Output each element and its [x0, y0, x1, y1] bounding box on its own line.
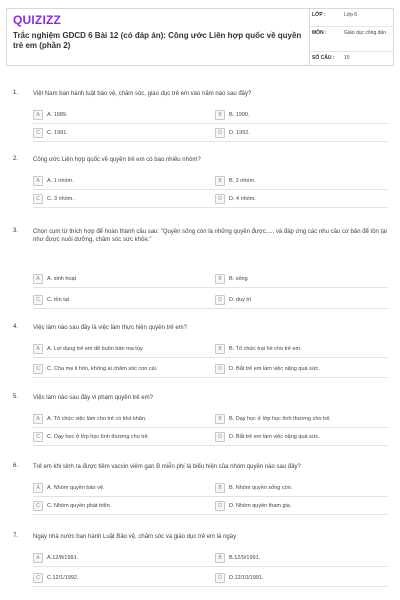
question-text: Việt Nam ban hành luật bảo vệ, chăm sóc, giáo dục trẻ em vào năm nào sau đây? — [33, 91, 252, 97]
option-text: C. tồn tại — [47, 297, 70, 303]
option-d[interactable] — [215, 128, 250, 138]
option-letter: B — [215, 553, 225, 563]
option-letter: C — [33, 128, 43, 138]
option-divider — [33, 207, 388, 208]
option-c[interactable] — [33, 432, 149, 442]
option-letter: D — [215, 194, 225, 204]
option-letter: D — [215, 295, 225, 305]
option-b[interactable] — [215, 344, 302, 354]
question-number: 1. — [13, 90, 19, 96]
option-text: D.12/10/1991. — [229, 575, 264, 581]
meta-value: 10 — [344, 55, 350, 61]
header-title-area — [7, 9, 309, 65]
option-text: A. Tổ chức việc làm cho trẻ có khó khăn. — [47, 416, 147, 422]
meta-row-class — [310, 9, 393, 27]
option-text: D. duy trì — [229, 297, 252, 303]
meta-row-subject — [310, 27, 393, 52]
option-c[interactable] — [33, 128, 68, 138]
question-text: Việc làm nào sau đây vi phạm quyền trẻ em? — [33, 395, 153, 401]
meta-label: LỚP : — [312, 12, 326, 18]
question-number: 3. — [13, 228, 19, 234]
option-letter: D — [215, 128, 225, 138]
option-a[interactable] — [33, 483, 104, 493]
option-divider — [33, 445, 388, 446]
option-letter: B — [215, 344, 225, 354]
option-a[interactable] — [33, 414, 147, 424]
option-a[interactable] — [33, 344, 144, 354]
option-text: A. sinh hoạt — [47, 276, 77, 282]
option-letter: C — [33, 501, 43, 511]
option-divider — [33, 308, 388, 309]
option-d[interactable] — [215, 364, 320, 374]
option-text: B.12/9/1991. — [229, 555, 261, 561]
option-a[interactable] — [33, 274, 76, 284]
option-divider — [33, 141, 388, 142]
meta-value: Lớp 6 — [344, 12, 358, 18]
option-text: C. Cha mẹ li hôn, không ai chăm sóc con cái. — [47, 366, 158, 372]
option-letter: C — [33, 573, 43, 583]
option-divider — [33, 586, 388, 587]
option-letter: C — [33, 432, 43, 442]
meta-label: SỐ CÂU : — [312, 55, 335, 61]
option-d[interactable] — [215, 432, 320, 442]
option-b[interactable] — [215, 483, 292, 493]
option-text: A. Nhóm quyền bảo vệ. — [47, 485, 105, 491]
option-divider — [33, 377, 388, 378]
question-number: 6. — [13, 463, 19, 469]
option-divider — [33, 566, 388, 567]
question-text: Chọn cụm từ thích hợp để hoàn thành câu sau: "Quyền sống còn là những quyền được..... và đáp ứng các nhu cầu cơ bản để tồn tại như được nuôi dưỡng, chăm sóc sức khỏe." — [33, 229, 387, 243]
option-text: B. 1990. — [229, 112, 250, 118]
option-divider — [33, 287, 388, 288]
option-b[interactable] — [215, 553, 260, 563]
option-letter: B — [215, 176, 225, 186]
option-text: B. Nhóm quyền sống còn. — [229, 485, 293, 491]
option-divider — [33, 427, 388, 428]
option-d[interactable] — [215, 295, 251, 305]
option-letter: B — [215, 414, 225, 424]
question-text: Trẻ em khi sinh ra được tiêm vacxin viêm gan B miễn phí là biểu hiện của nhóm quyền nào sau đây? — [33, 464, 301, 470]
worksheet-header — [6, 8, 394, 66]
option-text: B. 2 nhóm. — [229, 178, 256, 184]
question-number: 7. — [13, 533, 19, 539]
question-text: Việc làm nào sau đây là việc làm thực hiện quyền trẻ em? — [33, 325, 187, 331]
option-text: D. Nhóm quyền tham gia. — [229, 503, 292, 509]
option-a[interactable] — [33, 176, 74, 186]
option-text: C. Dạy học ở lớp học tình thương cho trẻ. — [47, 434, 150, 440]
option-letter: A — [33, 344, 43, 354]
header-meta — [309, 9, 393, 65]
option-text: A.12/8/1991. — [47, 555, 79, 561]
option-divider — [33, 123, 388, 124]
option-letter: B — [215, 110, 225, 120]
option-text: C. 3 nhóm. — [47, 196, 74, 202]
option-divider — [33, 514, 388, 515]
option-text: A. Lợi dụng trẻ em để buôn bán ma túy. — [47, 346, 144, 352]
option-letter: D — [215, 364, 225, 374]
option-letter: B — [215, 274, 225, 284]
option-letter: A — [33, 414, 43, 424]
option-letter: A — [33, 176, 43, 186]
option-letter: A — [33, 274, 43, 284]
option-c[interactable] — [33, 501, 111, 511]
option-text: C.12/1/1992. — [47, 575, 79, 581]
option-letter: A — [33, 553, 43, 563]
option-letter: D — [215, 432, 225, 442]
option-d[interactable] — [215, 573, 264, 583]
question-number: 2. — [13, 156, 19, 162]
option-b[interactable] — [215, 274, 248, 284]
question-text: Ngày nhà nước ban hành Luật Bảo vệ, chăm sóc và giáo dục trẻ em là ngày — [33, 534, 237, 540]
option-letter: C — [33, 194, 43, 204]
option-c[interactable] — [33, 573, 79, 583]
option-d[interactable] — [215, 501, 291, 511]
option-b[interactable] — [215, 110, 250, 120]
option-text: C. 1991. — [47, 130, 68, 136]
option-a[interactable] — [33, 110, 68, 120]
option-text: C. Nhóm quyền phát triển. — [47, 503, 112, 509]
option-text: B. Tổ chức trại hè cho trẻ em. — [229, 346, 302, 352]
meta-row-count — [310, 52, 393, 69]
quizizz-logo: QUIZIZZ — [13, 13, 62, 27]
option-text: D. Bắt trẻ em làm việc nặng quá sức. — [229, 434, 320, 440]
option-c[interactable] — [33, 194, 74, 204]
question-text: Công ước Liên hợp quốc về quyền trẻ em có bao nhiêu nhóm? — [33, 157, 201, 163]
option-letter: C — [33, 364, 43, 374]
option-text: B. sống — [229, 276, 248, 282]
option-letter: D — [215, 501, 225, 511]
option-text: A. 1 nhóm. — [47, 178, 74, 184]
option-text: A. 1989. — [47, 112, 68, 118]
option-letter: B — [215, 483, 225, 493]
meta-value: Giáo dục công dân — [344, 30, 386, 36]
option-divider — [33, 189, 388, 190]
option-c[interactable] — [33, 295, 69, 305]
option-divider — [33, 496, 388, 497]
option-letter: A — [33, 110, 43, 120]
option-c[interactable] — [33, 364, 157, 374]
option-text: D. Bắt trẻ em làm việc nặng quá sức. — [229, 366, 320, 372]
question-number: 4. — [13, 324, 19, 330]
option-a[interactable] — [33, 553, 78, 563]
option-letter: C — [33, 295, 43, 305]
option-text: D. 4 nhóm. — [229, 196, 256, 202]
option-letter: D — [215, 573, 225, 583]
option-d[interactable] — [215, 194, 256, 204]
option-b[interactable] — [215, 414, 331, 424]
page-title: Trắc nghiệm GDCD 6 Bài 12 (có đáp án): Công ước Liên hợp quốc về quyền trẻ em (phần 2) — [13, 31, 302, 50]
option-text: D. 1992. — [229, 130, 250, 136]
meta-label: MÔN : — [312, 30, 327, 36]
option-letter: A — [33, 483, 43, 493]
option-b[interactable] — [215, 176, 256, 186]
option-divider — [33, 357, 388, 358]
option-text: B. Dạy học ở lớp học tình thương cho trẻ. — [229, 416, 331, 422]
question-number: 5. — [13, 394, 19, 400]
